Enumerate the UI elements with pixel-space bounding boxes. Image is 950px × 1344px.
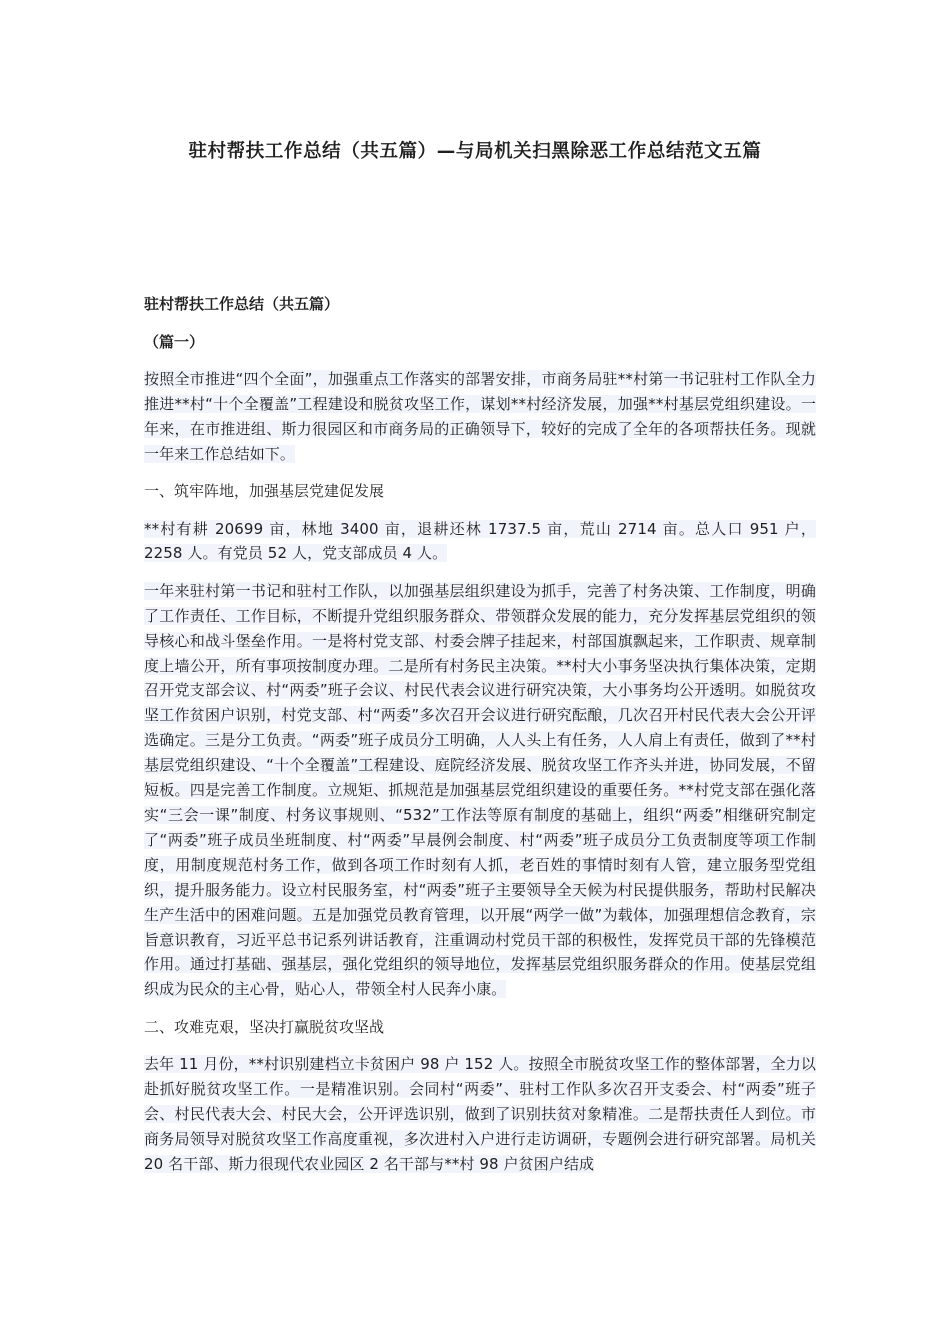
heading-one: 一、筑牢阵地，加强基层党建促发展	[144, 482, 385, 501]
section-title: 驻村帮扶工作总结（共五篇）	[144, 295, 340, 313]
intro-paragraph	[144, 367, 816, 467]
party-building-text: 一年来驻村第一书记和驻村工作队，以加强基层组织建设为抓手，完善了村务决策、工作制度，明确了工作责任、工作目标，不断提升党组织服务群众、带领群众发展的能力，充分发挥基层党组织的领导核心和战斗堡垒作用。一是将村党支部、村委会牌子挂起来，村部国旗飘起来，工作职责、规章制度上墙公开，所有事项按制度办理。二是所有村务民主决策。**村大小事务坚决执行集体决策，定期召开党支部会议、村“两委”班子会议、村民代表会议进行研究决策，大小事务均公开透明。如脱贫攻坚工作贫困户识别，村党支部、村“两委”多次召开会议进行研究酝酿，几次召开村民代表大会公开评选确定。三是分工负责。“两委”班子成员分工明确，人人头上有任务，人人肩上有责任，做到了**村基层党组织建设、“十个全覆盖”工程建设、庭院经济发展、脱贫攻坚工作齐头并进，协同发展，不留短板。四是完善工作制度。立规矩、抓规范是加强基层党组织建设的重要任务。**村党支部在强化落实“三会一课”制度、村务议事规则、“532”工作法等原有制度的基础上，组织“两委”相继研究制定了“两委”班子成员坐班制度、村“两委”早晨例会制度、村“两委”班子成员分工负责制度等项工作制度，用制度规范村务工作，做到各项工作时刻有人抓，老百姓的事情时刻有人管，建立服务型党组织，提升服务能力。设立村民服务室，村“两委”班子主要领导全天候为村民提供服务，帮助村民解决生产生活中的困难问题。五是加强党员教育管理，以开展“两学一做”为载体，加强理想信念教育，宗旨意识教育，习近平总书记系列讲话教育，注重调动村党员干部的积极性，发挥党员干部的先锋模范作用。通过打基础、强基层，强化党组织的领导地位，发挥基层党组织服务群众的作用。使基层党组织成为民众的主心骨，贴心人，带领全村人民奔小康。	[144, 581, 816, 999]
heading-two: 二、攻难克艰，坚决打赢脱贫攻坚战	[144, 1017, 385, 1036]
stats-text: **村有耕 20699 亩，林地 3400 亩，退耕还林 1737.5 亩，荒山 2714 亩。总人口 951 户，2258 人。有党员 52 人，党支部成员 4 人。	[144, 519, 816, 563]
poverty-alleviation-paragraph	[144, 1052, 816, 1177]
document-body	[144, 292, 816, 1189]
poverty-alleviation-text: 去年 11 月份，**村识别建档立卡贫困户 98 户 152 人。按照全市脱贫攻坚工作的整体部署，全力以赴抓好脱贫攻坚工作。一是精准识别。会同村“两委”、驻村工作队多次召开支委会、村“两委”班子会、村民代表大会、村民大会，公开评选识别，做到了识别扶贫对象精准。二是帮扶责任人到位。市商务局领导对脱贫攻坚工作高度重视，多次进村入户进行走访调研，专题例会进行研究部署。局机关 20 名干部、斯力很现代农业园区 2 名干部与**村 98 户贫困户结成	[144, 1055, 816, 1173]
document-title: 驻村帮扶工作总结（共五篇）—与局机关扫黑除恶工作总结范文五篇	[188, 141, 762, 162]
intro-text: 按照全市推进“四个全面”，加强重点工作落实的部署安排，市商务局驻**村第一书记驻村工作队全力推进**村“十个全覆盖”工程建设和脱贫攻坚工作，谋划**村经济发展，加强**村基层党组织建设。一年来，在市推进组、斯力很园区和市商务局的正确领导下，较好的完成了全年的各项帮扶任务。现就一年来工作总结如下。	[144, 370, 816, 463]
stats-paragraph	[144, 517, 816, 567]
party-building-paragraph	[144, 579, 816, 1002]
part-title: （篇一）	[144, 333, 205, 351]
